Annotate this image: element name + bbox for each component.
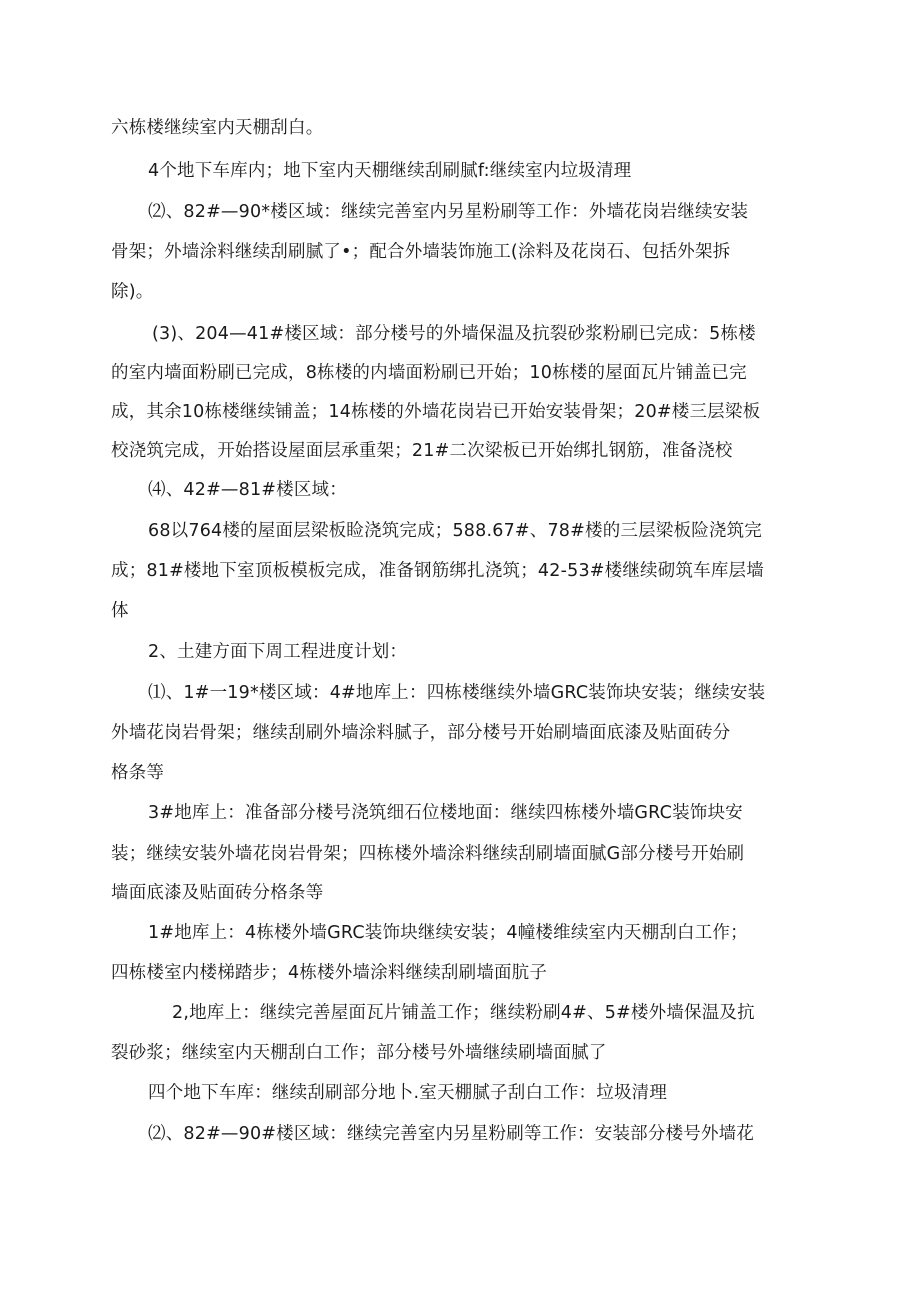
- text-line: ⑵、82#—90*楼区域：继续完善室内另星粉刷等工作：外墙花岗岩继续安装: [148, 202, 749, 222]
- text-line: 成；81#楼地下室顶板模板完成，准备钢筋绑扎浇筑；42-53#楼继续砌筑车库层墙: [111, 561, 764, 581]
- text-line: (3)、204—41#楼区域：部分楼号的外墙保温及抗裂砂浆粉刷已完成：5栋楼: [152, 324, 756, 344]
- text-line: 裂砂浆；继续室内天棚刮白工作；部分楼号外墙继续刷墙面腻了: [111, 1043, 607, 1063]
- text-line: 四个地下车库：继续刮刷部分地卜.室天棚腻子刮白工作：垃圾清理: [148, 1083, 668, 1103]
- text-line: 体: [111, 601, 129, 621]
- text-line: 的室内墙面粉刷已完成，8栋楼的内墙面粉刷已开始；10栋楼的屋面瓦片铺盖已完: [111, 363, 747, 383]
- text-line: 除)。: [111, 282, 154, 302]
- text-line: 1#地库上：4栋楼外墙GRC装饰块继续安装；4幢楼维续室内天棚刮白工作；: [148, 923, 748, 943]
- text-line: 校浇筑完成，开始搭设屋面层承重架；21#二次梁板已开始绑扎钢筋，准备浇校: [111, 441, 733, 461]
- text-line: 2,地库上：继续完善屋面瓦片铺盖工作；继续粉刷4#、5#楼外墙保温及抗: [172, 1003, 755, 1023]
- text-line: 成，其余10栋楼继续铺盖；14栋楼的外墙花岗岩已开始安装骨架；20#楼三层梁板: [111, 402, 761, 422]
- text-line: 四栋楼室内楼梯踏步；4栋楼外墙涂料继续刮刷墙面肮子: [111, 963, 548, 983]
- text-line: 格条等: [111, 763, 165, 783]
- text-line: 3#地库上：准备部分楼号浇筑细石位楼地面：继续四栋楼外墙GRC装饰块安: [148, 803, 743, 823]
- text-line: 六栋楼继续室内天棚刮白。: [111, 118, 324, 138]
- text-line: 外墙花岗岩骨架；继续刮刷外墙涂料腻子，部分楼号开始刷墙面底漆及贴面砖分: [111, 723, 731, 743]
- section-heading: 2、土建方面下周工程进度计划：: [148, 642, 408, 662]
- text-line: 4个地下车库内；地下室内天棚继续刮刷腻f:继续室内垃圾清理: [148, 161, 632, 181]
- text-line: ⑷、42#—81#楼区域：: [148, 480, 347, 500]
- text-line: 68以764楼的屋面层梁板睑浇筑完成；588.67#、78#楼的三层梁板险浇筑完: [148, 521, 762, 541]
- text-line: 骨架；外墙涂料继续刮刷腻了•；配合外墙装饰施工(涂料及花岗石、包括外架拆: [111, 242, 731, 262]
- text-line: ⑴、1#一19*楼区域：4#地库上：四栋楼继续外墙GRC装饰块安装；继续安装: [148, 683, 766, 703]
- text-line: ⑵、82#—90#楼区域：继续完善室内另星粉刷等工作：安装部分楼号外墙花: [148, 1124, 755, 1144]
- text-line: 装；继续安装外墙花岗岩骨架；四栋楼外墙涂料继续刮刷墙面腻G部分楼号开始刷: [111, 844, 745, 864]
- text-line: 墙面底漆及贴面砖分格条等: [111, 883, 324, 903]
